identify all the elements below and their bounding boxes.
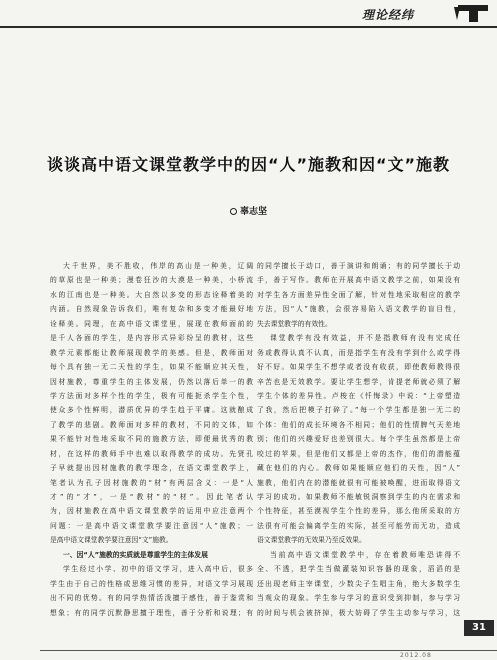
text-line: 学生个体的差异性。卢梭在《忏悔录》中说：“上帝塑造 (257, 391, 460, 400)
text-line: 当观众的现象。学生参与学习的意识受到抑制，参与学习 (257, 594, 460, 603)
text-line: 咬过的苹果，但是他们又都是上帝的杰作，他们的潜能蕴 (257, 449, 460, 458)
text-line: 材，在这样的教师手中也难以取得教学的成功。先贤孔 (50, 449, 253, 458)
text-line: 个体：他们的成长环境各不相同；他们的性情脾气天差地 (257, 420, 460, 429)
text-line: 的时间与机会被挤掉，极大妨碍了学生主动参与学习，这 (257, 608, 460, 617)
text-line: 全、不透，把学生当做灌装知识容器的现象，滔滔的是 (257, 565, 460, 574)
text-line: 使众多个性鲜明，潜质优异的学生趋于平庸。这就酿成 (50, 406, 253, 415)
left-column (50, 259, 253, 620)
text-line: 诠释美。同理，在高中语文课堂里，展现在教师面前的 (50, 319, 253, 328)
section-heading: 一、因“人”施教的实质就是尊重学生的主体发展 (63, 550, 208, 559)
text-line: 别；他们的兴趣爱好也差别很大。每个学生虽然都是上帝 (257, 435, 460, 444)
text-line: 才”的“才”，一是“教材”的“材”。因此笔者认 (50, 493, 253, 501)
text-line: 失去课堂教学的有效性。 (257, 319, 332, 328)
text-line: 是千人各面的学生，是内容形式异彩纷呈的教材，这些 (50, 334, 253, 343)
text-line: 藏在他们的内心。教师如果能顺应他们的天性，因“人” (257, 464, 460, 473)
article-title: 谈谈高中语文课堂教学中的因“人”施教和因“文”施教 (46, 155, 451, 174)
author-name: 辜志坚 (239, 207, 267, 217)
text-line: 课堂教学有没有效益，并不是指教师有没有完成任 (270, 334, 460, 343)
text-line: 为，因材施教在高中语文课堂教学的运用中应注意两个 (50, 507, 253, 516)
author-bullet-icon (230, 208, 237, 215)
text-line: 对学生各方面差异性全面了解，针对性地采取相应的教学 (257, 290, 460, 299)
text-line: 子早就提出因材施教的教学理念，在语文课堂教学上， (50, 464, 253, 473)
text-line: 手，善于写作。教师在开展高中语文教学之前，如果没有 (257, 276, 460, 285)
text-line: 学生由于自己的性格或思维习惯的差异，对语文学习展现 (50, 579, 253, 588)
text-line: 还出现老师主宰课堂，少数尖子生唱主角，绝大多数学生 (257, 579, 460, 588)
footer-rule (40, 650, 497, 651)
text-line: 学习的成功。如果教师不能敏锐洞察到学生的内在需求和 (257, 493, 460, 501)
text-line: 问题：一是高中语文课堂教学要注意因“人”施教；一 (50, 521, 253, 530)
text-line: 内涵。自然现象告诉我们，唯有复杂和多变才能最好地 (50, 305, 253, 314)
text-line: 学生经过小学、初中的语文学习，进入高中后，很多 (63, 565, 253, 574)
text-line: 果不能针对性地采取不同的施教方法，即便最优秀的教 (50, 435, 253, 444)
text-line: 法很有可能会偏离学生的实际，甚至可能劳而无功，造成 (257, 521, 460, 530)
page-number: 31 (464, 620, 494, 636)
text-line: 笔者认为孔子因材施教的“材”有两层含义：一是“人 (50, 478, 253, 487)
text-line: 的同学擅长于动口，善于演讲和朗诵；有的同学擅长于动 (257, 262, 460, 270)
section-label: 理论经纬 (362, 8, 415, 22)
page-header (0, 0, 497, 26)
text-line: 教学元素都能让教师展现教学的美感。但是，教师面对 (50, 348, 253, 357)
issue-date: 2012.08 (400, 652, 432, 659)
text-line: 了我，然后把模子打碎了。”每一个学生都是独一无二的 (257, 406, 460, 415)
text-line: 辛苦也是无效教学。要让学生想学，肯提老师就必须了解 (257, 377, 460, 386)
section-mark-icon (454, 2, 490, 24)
text-line: 当前高中语文课堂教学中，存在着教师唯恐讲得不 (270, 550, 460, 559)
author-line (0, 204, 497, 217)
text-line: 是高中语文课堂教学要注意因“文”施教。 (50, 536, 173, 545)
text-line: 学方法面对多样个性的学生，极有可能扼杀学生个性， (50, 391, 253, 400)
text-line: 好不好。如果学生不想学或者没有收获，即使教师教得很 (257, 363, 460, 372)
text-line: 大千世界，美不胜收，伟岸的高山是一种美，辽阔 (63, 262, 253, 270)
text-line: 施教，他们内在的潜能就很有可能被唤醒，进而取得语文 (257, 478, 460, 487)
text-line: 水的江南也是一种美。大自然以多变的形态诠释着美的 (50, 290, 253, 299)
right-column (257, 259, 460, 620)
text-line: 方法，因“人”施教，会很容易陷入语文教学的盲目性， (257, 305, 460, 314)
text-line: 个性特征，甚至漠视学生个性的差异，那么他所采取的方 (257, 507, 460, 516)
text-line: 每个具有独一无二天性的学生，如果不能顺应其天性， (50, 363, 253, 372)
text-line: 想象；有的同学沉默静思擅于理性，善于分析和说理；有 (50, 608, 253, 617)
text-line: 因材施教，尊重学生的主体发展，仍然以落后单一的教 (50, 377, 253, 386)
text-line: 务或教得认真不认真，而是指学生有没有学到什么或学得 (257, 348, 460, 357)
text-line: 出不同的优势。有的同学热情活泼擅于感性，善于鉴赏和 (50, 594, 253, 603)
text-line: 了教学的悲剧。教师面对多样的教材，不同的文体，如 (50, 420, 253, 429)
text-line: 语文课堂教学的无效果乃至反效果。 (257, 536, 366, 545)
header-rule (0, 26, 497, 28)
text-line: 的草原也是一种美；漫卷狂沙的大漠是一种美，小桥流 (50, 276, 253, 285)
